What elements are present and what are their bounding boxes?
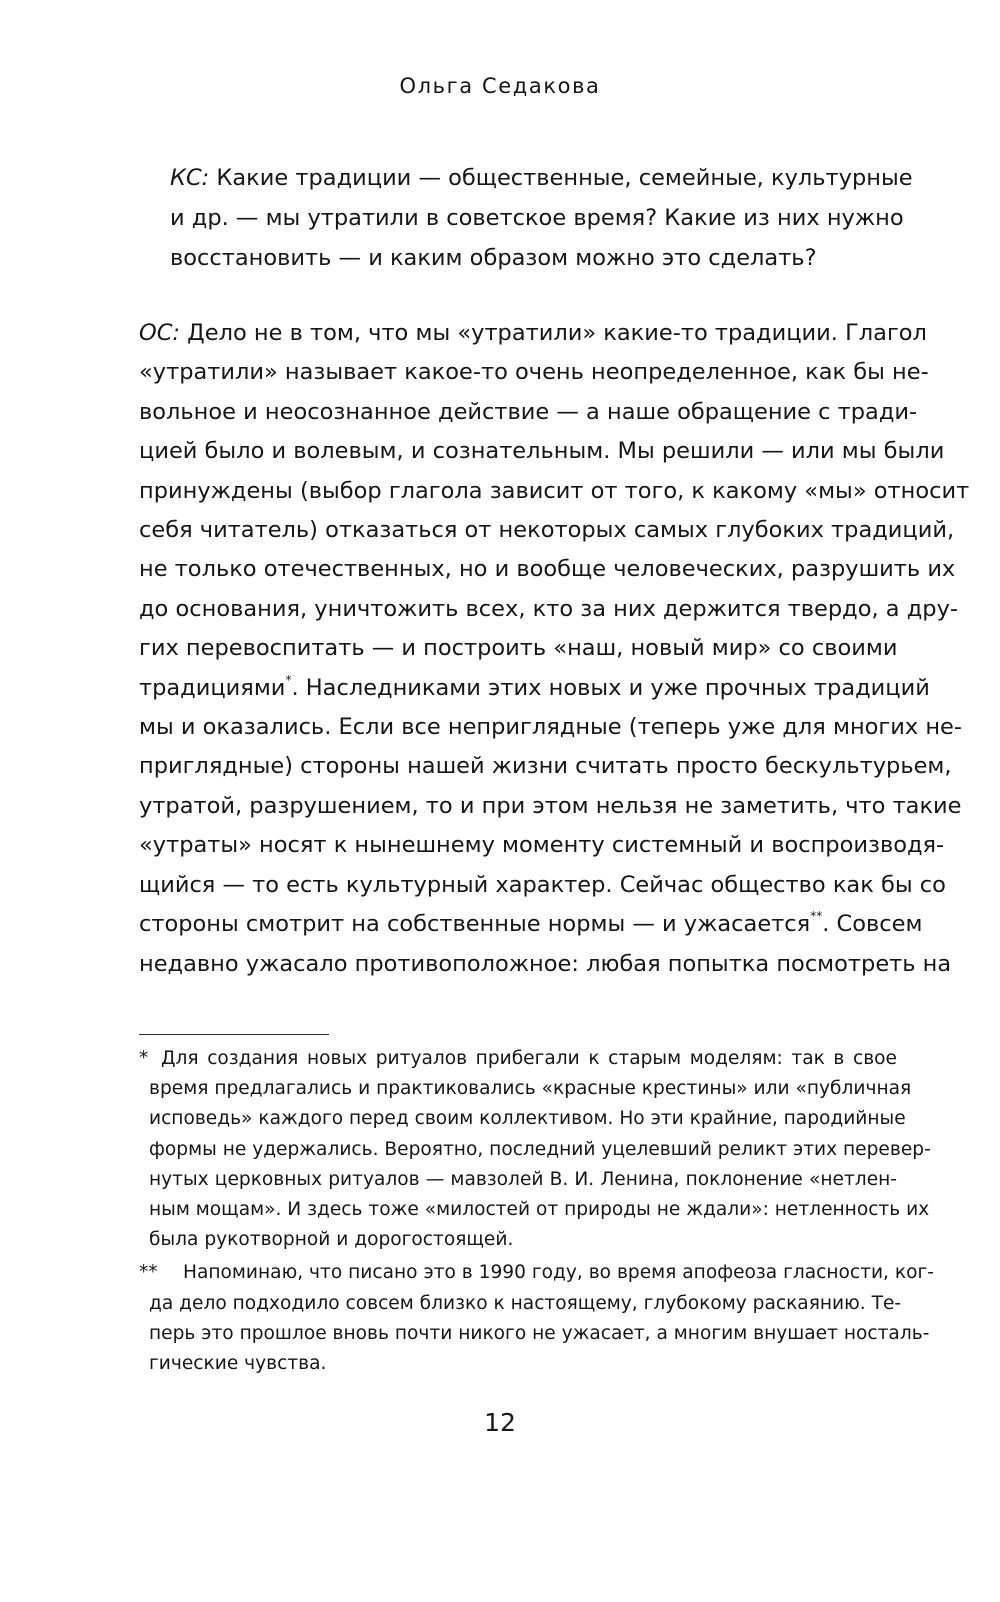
footnote-line: гические чувства. [149,1353,327,1375]
answer-text: Дело не в том, что мы «утратили» какие-то традиции. Глагол [187,320,927,346]
answer-line: гих перевоспитать — и построить «наш, новый мир» со своими [139,635,898,662]
answer-line: цией было и волевым, и сознательным. Мы решили — или мы были [139,438,945,465]
question-text: Какие традиции — общественные, семейные, культурные [216,165,913,191]
question-line: и др. — мы утратили в советское время? Какие из них нужно [170,205,904,231]
answer-line: принуждены (выбор глагола зависит от того, к какому «мы» относит [139,477,970,504]
footnote-line: Напоминаю, что писано это в 1990 году, во время апофеоза гласности, ког- [183,1262,934,1284]
footnote-marker: * [139,1048,149,1069]
footnote-line: была рукотворной и дорогостоящей. [149,1229,514,1251]
answer-text: . Совсем [822,911,923,938]
footnote-reference[interactable]: * [285,672,292,687]
answer-line [139,314,927,353]
answer-line: «утратили» называет какое-то очень неопределенное, как бы не- [139,359,929,386]
answer-paragraph [139,314,970,984]
footnote-divider [139,1034,329,1035]
answer-line: мы и оказались. Если все неприглядные (теперь уже для многих не- [139,714,963,741]
running-head: Ольга Седакова [399,74,601,98]
answer-text: традициями [139,674,286,701]
answer-line: «утраты» носят к нынешнему моменту системный и воспроизводя- [139,832,945,859]
answer-text: стороны смотрит на собственные нормы — и ужасается [139,911,811,938]
footnote-1 [139,1044,931,1255]
answer-line: щийся — то есть культурный характер. Сейчас общество как бы со [139,871,946,898]
answer-line: не только отечественных, но и вообще человеческих, разрушить их [139,556,956,583]
speaker-label: КС: [170,165,210,191]
footnote-line: формы не удержались. Вероятно, последний уцелевший реликт этих перевер- [149,1138,931,1160]
answer-line: недавно ужасало противоположное: любая попытка посмотреть на [139,950,952,977]
footnote-line: нутых церковных ритуалов — мавзолей В. И. Ленина, поклонение «нетлен- [149,1168,897,1190]
footnote-line: время предлагались и практиковались «красные крестины» или «публичная [149,1078,912,1100]
footnote-2 [139,1258,934,1379]
answer-line [139,669,930,708]
footnote-line: да дело подходило совсем близко к настоящему, глубокому раскаянию. Те- [149,1292,902,1314]
footnotes [139,1044,934,1382]
answer-line: приглядные) стороны нашей жизни считать просто бескультурьем, [139,753,952,780]
answer-line: до основания, уничтожить всех, кто за них держится твердо, а дру- [139,595,959,622]
footnote-marker: ** [139,1262,158,1284]
page-number: 12 [484,1408,516,1437]
question-paragraph [170,158,913,278]
answer-line [139,905,923,944]
footnote-line: исповедь» каждого перед своим коллективом. Но эти крайние, пародийные [149,1108,906,1130]
speaker-label: ОС: [139,320,181,346]
question-line: восстановить — и каким образом можно это сделать? [170,245,817,271]
answer-line: утратой, разрушением, то и при этом нельзя не заметить, что такие [139,792,962,819]
question-line [170,158,913,198]
footnote-line: перь это прошлое вновь почти никого не ужасает, а многим внушает носталь- [149,1322,930,1344]
answer-text: . Наследниками этих новых и уже прочных традиций [291,674,930,701]
footnote-line: ным мощам». И здесь тоже «милостей от природы не ждали»: нетленность их [149,1199,930,1221]
answer-line: себя читатель) отказаться от некоторых самых глубоких традиций, [139,517,955,544]
footnote-line: Для создания новых ритуалов прибегали к старым моделям: так в свое [161,1048,897,1069]
answer-line: вольное и неосознанное действие — а наше обращение с тради- [139,398,918,425]
footnote-reference[interactable]: ** [810,909,823,924]
